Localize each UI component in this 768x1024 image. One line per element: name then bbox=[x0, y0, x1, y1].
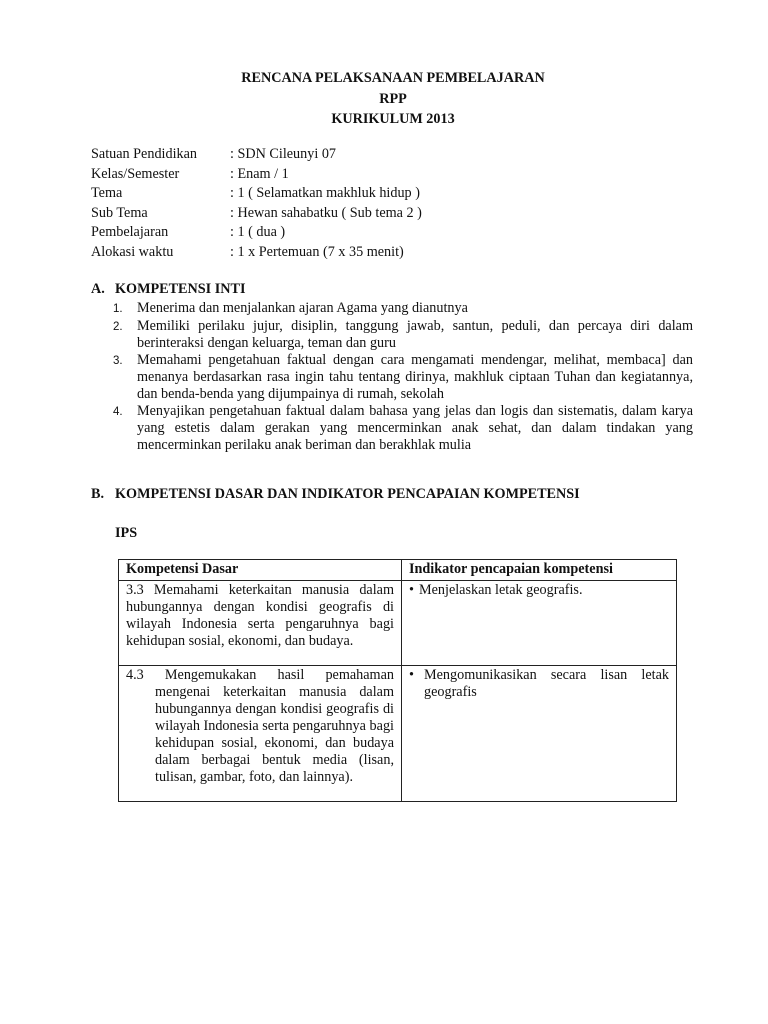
column-header-indicator: Indikator pencapaian kompetensi bbox=[402, 560, 677, 581]
section-b-title: KOMPETENSI DASAR DAN INDIKATOR PENCAPAIAN KOMPETENSI bbox=[115, 486, 580, 502]
info-value: : SDN Cileunyi 07 bbox=[230, 146, 337, 162]
info-label: Alokasi waktu bbox=[91, 243, 174, 260]
info-row bbox=[91, 223, 422, 243]
title-line-2: RPP bbox=[379, 90, 407, 107]
list-text: Menyajikan pengetahuan faktual dalam bahasa yang jelas dan logis dan sistematis, dalam karya yang estetis dalam gerakan yang mencerminkan anak sehat, dan dalam tindakan yang mencerminkan perilaku anak beriman dan berakhlak mulia bbox=[137, 403, 693, 453]
info-label: Satuan Pendidikan bbox=[91, 146, 197, 162]
info-value: : 1 ( Selamatkan makhluk hidup ) bbox=[230, 185, 420, 201]
subject-label: IPS bbox=[115, 525, 138, 541]
list-text: Memiliki perilaku jujur, disiplin, tanggung jawab, santun, peduli, dan percaya diri dalam berinteraksi dengan keluarga, teman dan guru bbox=[137, 318, 693, 351]
kompetensi-inti-list bbox=[113, 300, 693, 454]
kd-text: 4.3 Mengemukakan hasil pemahaman mengenai keterkaitan manusia dalam hubungannya dengan kondisi geografis di wilayah Indonesia serta pengaruhnya bagi kehidupan sosial, ekonomi, dan budaya dalam berbagai bentuk media (lisan, tulisan, gambar, foto, dan lainnya). bbox=[126, 667, 394, 785]
info-row bbox=[91, 204, 422, 224]
title-line-3: KURIKULUM 2013 bbox=[331, 111, 455, 127]
kd-cell bbox=[119, 581, 402, 666]
info-value: : 1 x Pertemuan (7 x 35 menit) bbox=[230, 243, 404, 260]
document-title bbox=[0, 68, 768, 130]
info-label: Tema bbox=[91, 185, 123, 201]
title-line-1: RENCANA PELAKSANAAN PEMBELAJARAN bbox=[241, 70, 545, 86]
table-row bbox=[119, 666, 677, 802]
section-b-heading bbox=[91, 486, 580, 503]
list-item bbox=[113, 300, 693, 318]
indicator-item bbox=[409, 582, 669, 599]
indicator-cell bbox=[402, 666, 677, 802]
info-value: : Hewan sahabatku ( Sub tema 2 ) bbox=[230, 204, 422, 221]
list-number: 2. bbox=[113, 321, 123, 333]
info-label: Sub Tema bbox=[91, 204, 148, 221]
list-text: Menerima dan menjalankan ajaran Agama yang dianutnya bbox=[137, 300, 468, 316]
info-label: Pembelajaran bbox=[91, 224, 169, 240]
section-b-letter: B. bbox=[91, 486, 105, 502]
info-value: : Enam / 1 bbox=[230, 165, 289, 182]
info-row bbox=[91, 243, 422, 263]
table-header-row bbox=[119, 560, 677, 581]
list-number: 1. bbox=[113, 303, 123, 315]
indicator-text: Mengomunikasikan secara lisan letak geografis bbox=[424, 667, 669, 700]
list-item bbox=[113, 352, 693, 403]
list-item bbox=[113, 318, 693, 352]
identity-block bbox=[91, 145, 422, 262]
section-a-letter: A. bbox=[91, 281, 105, 297]
info-label: Kelas/Semester bbox=[91, 165, 180, 182]
info-row bbox=[91, 165, 422, 185]
indicator-item bbox=[409, 667, 669, 701]
indicator-text: Menjelaskan letak geografis. bbox=[419, 582, 583, 598]
section-a-title: KOMPETENSI INTI bbox=[115, 281, 246, 297]
info-value: : 1 ( dua ) bbox=[230, 224, 286, 240]
table-row bbox=[119, 581, 677, 666]
bullet: • bbox=[409, 582, 414, 598]
info-row bbox=[91, 145, 422, 165]
bullet: • bbox=[409, 667, 414, 683]
info-row bbox=[91, 184, 422, 204]
list-number: 4. bbox=[113, 406, 123, 418]
kd-cell bbox=[119, 666, 402, 802]
list-item bbox=[113, 403, 693, 454]
competency-table bbox=[118, 559, 677, 802]
kd-text: 3.3 Memahami keterkaitan manusia dalam hubungannya dengan kondisi geografis di wilayah Indonesia serta pengaruhnya bagi kehidupan sosial, ekonomi, dan budaya. bbox=[126, 582, 394, 649]
indicator-cell bbox=[402, 581, 677, 666]
section-a-heading bbox=[91, 281, 245, 298]
list-number: 3. bbox=[113, 355, 123, 367]
list-text: Memahami pengetahuan faktual dengan cara mengamati mendengar, melihat, membaca] dan menanya berdasarkan rasa ingin tahu tentang dirinya, makhluk ciptaan Tuhan dan kegiatannya, dan benda-benda yang dijumpainya di rumah, sekolah bbox=[137, 352, 693, 402]
column-header-kd: Kompetensi Dasar bbox=[119, 560, 402, 581]
